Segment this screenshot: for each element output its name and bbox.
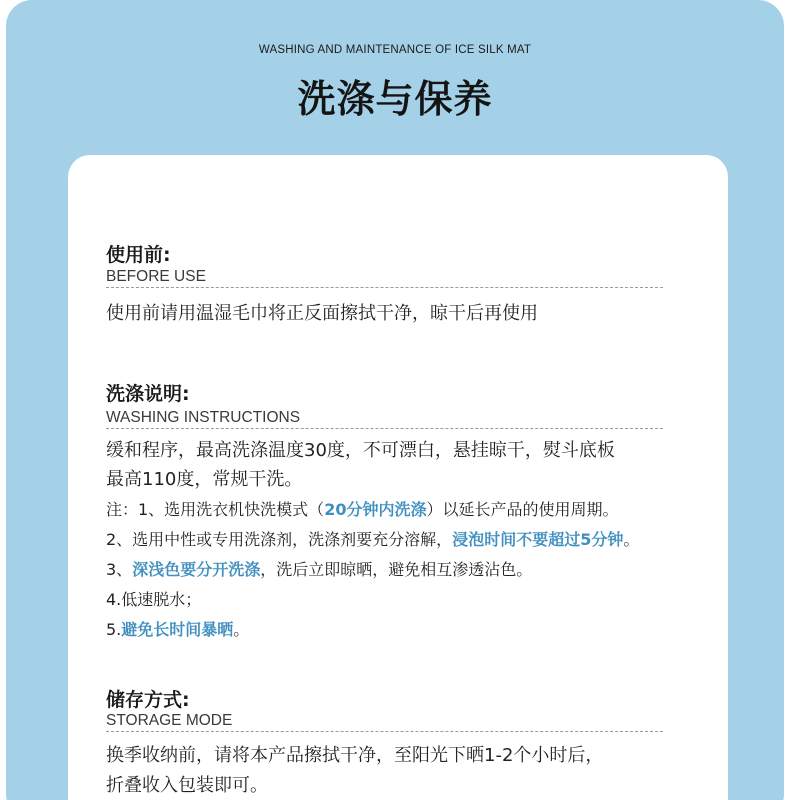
washing-note-1-text-b: ）以延长产品的使用周期。	[426, 500, 619, 519]
washing-note-3-text-a: 3、	[106, 560, 133, 579]
washing-note-3	[106, 557, 532, 580]
washing-note-2-text-a: 2、选用中性或专用洗涤剂，洗涤剂要充分溶解，	[106, 530, 453, 549]
washing-note-1-highlight: 20分钟内洗涤	[324, 500, 427, 519]
storage-line-1: 换季收纳前，请将本产品擦拭干净，至阳光下晒1-2个小时后，	[106, 745, 604, 766]
washing-note-3-highlight: 深浅色要分开洗涤	[132, 560, 261, 579]
washing-heading-en: WASHING INSTRUCTIONS	[106, 409, 663, 429]
page-title: 洗涤与保养	[297, 77, 493, 121]
storage-heading: 储存方式:	[106, 689, 190, 711]
washing-note-1-text-a: 注：1、选用洗衣机快洗模式（	[106, 500, 325, 519]
washing-note-5-highlight: 避免长时间暴晒	[121, 620, 234, 639]
washing-note-2-text-b: 。	[623, 530, 640, 549]
washing-note-5	[106, 617, 249, 640]
washing-note-2	[106, 527, 639, 550]
washing-note-5-text-b: 。	[233, 620, 250, 639]
storage-line-2: 折叠收入包装即可。	[106, 775, 268, 796]
washing-heading: 洗涤说明:	[106, 383, 190, 405]
washing-note-5-text-a: 5.	[106, 620, 122, 639]
washing-note-3-text-b: ，洗后立即晾晒，避免相互渗透沾色。	[260, 560, 533, 579]
washing-note-4: 4.低速脱水；	[106, 590, 202, 609]
before-use-heading: 使用前:	[106, 244, 171, 266]
storage-heading-en: STORAGE MODE	[106, 712, 663, 732]
before-use-text: 使用前请用温湿毛巾将正反面擦拭干净，晾干后再使用	[106, 303, 538, 324]
washing-note-1	[106, 497, 618, 520]
page-subtitle: WASHING AND MAINTENANCE OF ICE SILK MAT	[258, 44, 532, 56]
washing-line-2: 最高110度，常规干洗。	[106, 469, 303, 490]
before-use-heading-en: BEFORE USE	[106, 268, 663, 288]
washing-note-2-highlight: 浸泡时间不要超过5分钟	[452, 530, 624, 549]
washing-line-1: 缓和程序，最高洗涤温度30度，不可漂白，悬挂晾干，熨斗底板	[106, 440, 615, 461]
